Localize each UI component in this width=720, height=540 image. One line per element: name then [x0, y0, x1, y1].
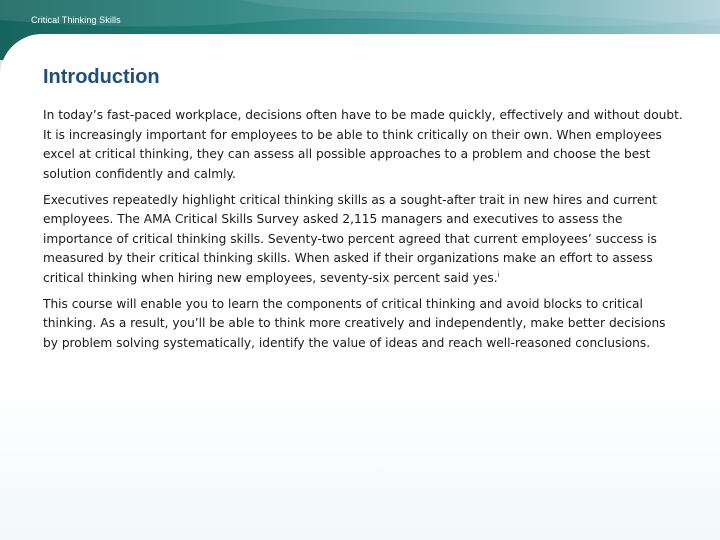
paragraph-survey: [43, 191, 683, 289]
header-title: Critical Thinking Skills: [31, 15, 121, 25]
paragraph-course: [43, 295, 683, 354]
paragraph-text: Executives repeatedly highlight critical thinking skills as a sought-after trait in new hires and current employees. The AMA Critical Skills Survey asked 2,115 managers and executives to assess the importance of critical thinking skills. Seventy-two percent agreed that current employees’ success is measured by their critical thinking skills. When asked if their organizations make an effort to assess critical thinking when hiring new employees, seventy-six percent said yes.: [43, 192, 657, 285]
paragraph-text: This course will enable you to learn the components of critical thinking and avoid blocks to critical thinking. As a result, you’ll be able to think more creatively and independently, make better decisions by problem solving systematically, identify the value of ideas and reach well-reasoned conclusions.: [43, 296, 666, 350]
paragraph-text: In today’s fast-paced workplace, decisions often have to be made quickly, effectively and without doubt. It is increasingly important for employees to be able to think critically on their own. When employees excel at critical thinking, they can assess all possible approaches to a problem and choose the best solution confidently and calmly.: [43, 108, 683, 181]
body-text: [43, 106, 683, 360]
footnote-marker: i: [497, 270, 500, 279]
page-title: Introduction: [43, 66, 160, 88]
paragraph-intro: [43, 106, 683, 184]
